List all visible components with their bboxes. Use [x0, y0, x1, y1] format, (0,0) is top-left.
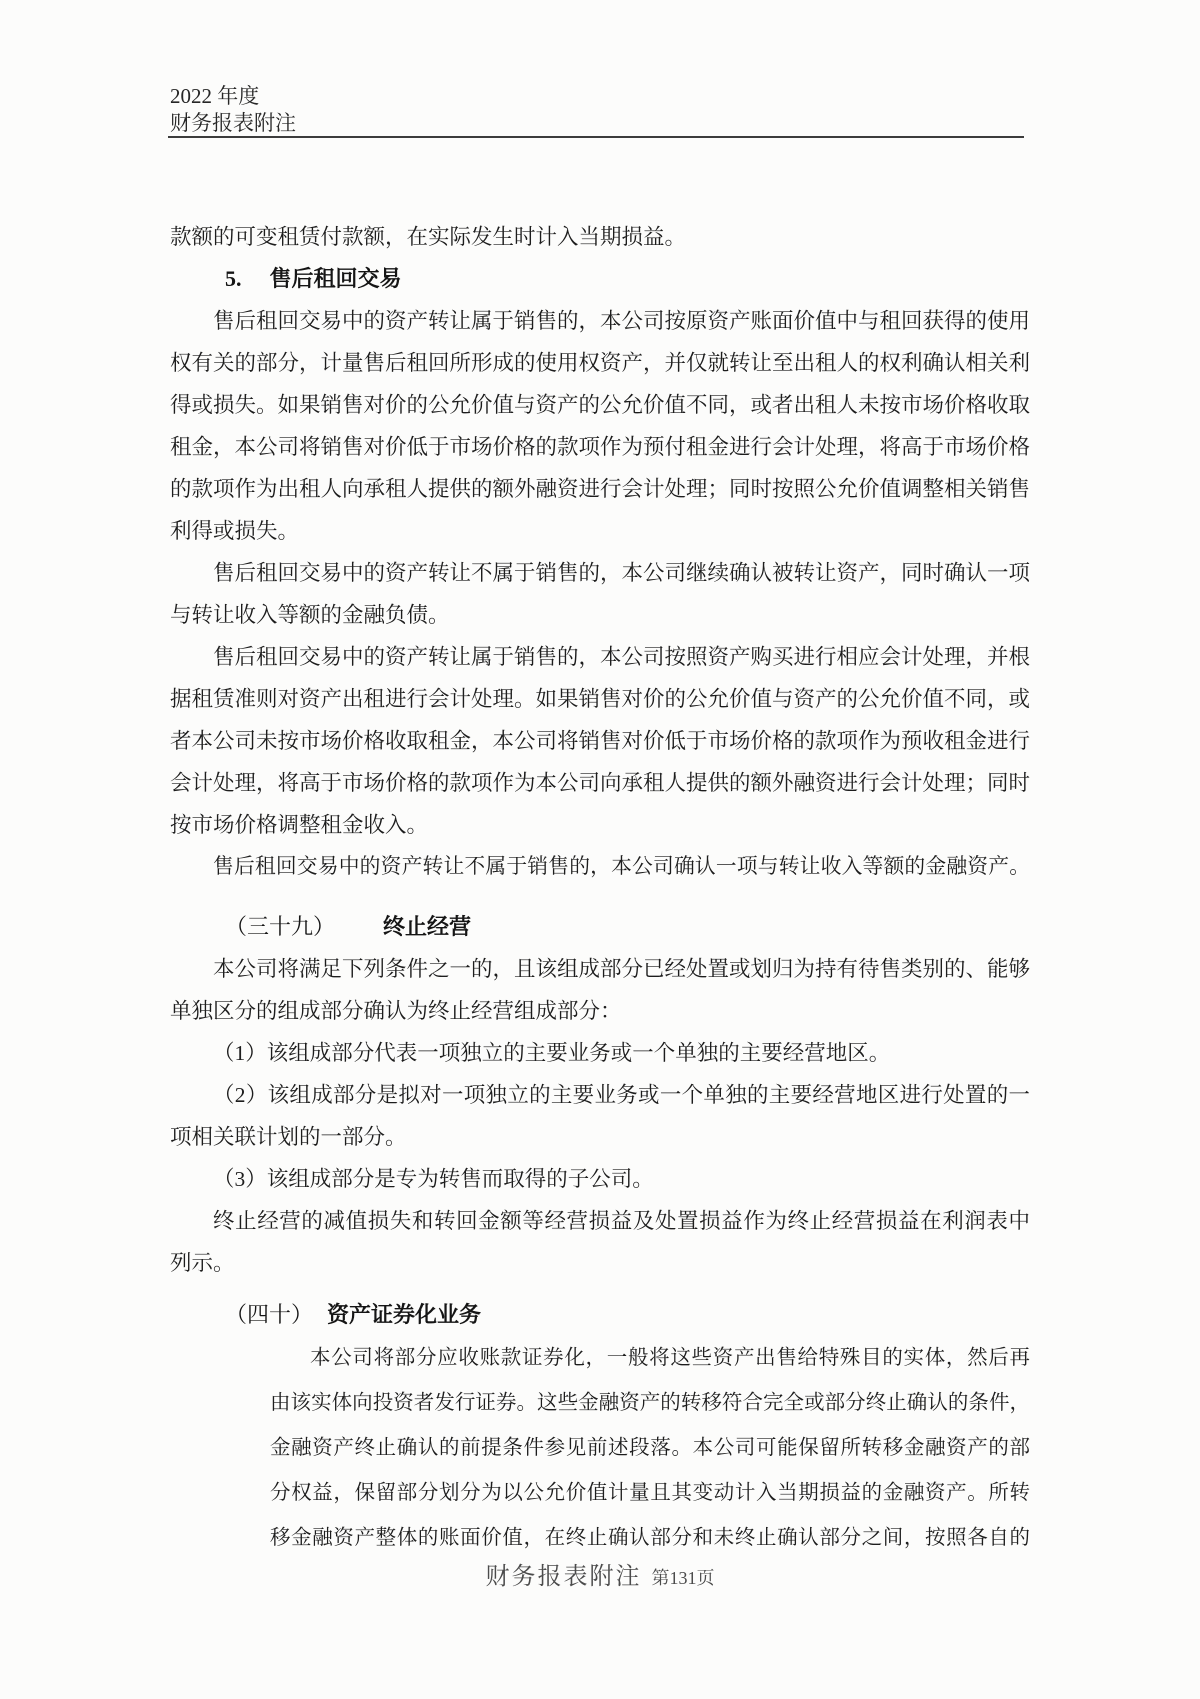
footer-page-number: 第131页	[651, 1568, 715, 1588]
text-line: 的款项作为出租人向承租人提供的额外融资进行会计处理；同时按照公允价值调整相关销售	[170, 477, 1031, 501]
text-line: 款额的可变租赁付款额，在实际发生时计入当期损益。	[170, 225, 687, 249]
text-line: 售后租回交易中的资产转让不属于销售的，本公司确认一项与转让收入等额的金融资产。	[213, 855, 1030, 878]
continuation-paragraph	[170, 216, 1030, 258]
text-line: （1）该组成部分代表一项独立的主要业务或一个单独的主要经营地区。	[213, 1041, 891, 1065]
text-line: （2）该组成部分是拟对一项独立的主要业务或一个单独的主要经营地区进行处置的一	[213, 1083, 1030, 1107]
paragraph-securitization	[270, 1336, 1030, 1561]
heading-title: 终止经营	[383, 914, 472, 939]
text-line: 列示。	[170, 1251, 235, 1275]
paragraph-sale-leaseback-2	[170, 552, 1030, 636]
footer-title: 财务报表附注	[485, 1564, 642, 1590]
text-line: 售后租回交易中的资产转让属于销售的，本公司按照资产购买进行相应会计处理，并根	[213, 645, 1031, 669]
heading-title: 售后租回交易	[269, 266, 402, 291]
paragraph-discontinued-2	[170, 1200, 1030, 1284]
paragraph-sale-leaseback-3	[170, 636, 1030, 846]
paragraph-discontinued-1	[170, 948, 1030, 1032]
heading-title: 资产证券化业务	[327, 1302, 482, 1327]
text-line: 按市场价格调整租金收入。	[170, 813, 429, 837]
text-line: （3）该组成部分是专为转售而取得的子公司。	[213, 1167, 654, 1191]
text-line: 利得或损失。	[170, 519, 300, 543]
text-line: 售后租回交易中的资产转让属于销售的，本公司按原资产账面价值中与租回获得的使用	[213, 309, 1031, 333]
heading-sale-leaseback	[170, 258, 1030, 300]
list-item-3	[170, 1158, 1030, 1200]
heading-number: （三十九）	[225, 914, 336, 939]
header-rule	[168, 136, 1024, 138]
text-line: 由该实体向投资者发行证券。这些金融资产的转移符合完全或部分终止确认的条件，	[270, 1392, 1030, 1414]
header-doc-title: 财务报表附注	[170, 111, 296, 135]
text-line: 本公司将满足下列条件之一的，且该组成部分已经处置或划归为持有待售类别的、能够	[213, 957, 1031, 981]
text-line: 租金，本公司将销售对价低于市场价格的款项作为预付租金进行会计处理，将高于市场价格	[170, 435, 1031, 459]
text-line: 据租赁准则对资产出租进行会计处理。如果销售对价的公允价值与资产的公允价值不同，或	[170, 687, 1031, 711]
heading-number: 5.	[225, 266, 242, 291]
text-line: 会计处理，将高于市场价格的款项作为本公司向承租人提供的额外融资进行会计处理；同时	[170, 771, 1031, 795]
document-body	[170, 216, 1030, 1561]
heading-asset-securitization	[170, 1294, 1030, 1336]
text-line: 项相关联计划的一部分。	[170, 1125, 407, 1149]
heading-number: （四十）	[225, 1302, 314, 1327]
text-line: 移金融资产整体的账面价值，在终止确认部分和未终止确认部分之间，按照各自的	[270, 1527, 1030, 1549]
text-line: 权有关的部分，计量售后租回所形成的使用权资产，并仅就转让至出租人的权利确认相关利	[170, 351, 1031, 375]
page-footer	[0, 1556, 1200, 1591]
text-line: 得或损失。如果销售对价的公允价值与资产的公允价值不同，或者出租人未按市场价格收取	[170, 393, 1031, 417]
header-year: 2022 年度	[170, 84, 260, 108]
text-line: 终止经营的减值损失和转回金额等经营损益及处置损益作为终止经营损益在利润表中	[213, 1209, 1030, 1233]
text-line: 与转让收入等额的金融负债。	[170, 603, 450, 627]
heading-discontinued-operations	[170, 906, 1030, 948]
text-line: 分权益，保留部分划分为以公允价值计量且其变动计入当期损益的金融资产。所转	[270, 1482, 1030, 1504]
list-item-1	[170, 1032, 1030, 1074]
text-line: 本公司将部分应收账款证券化，一般将这些资产出售给特殊目的实体，然后再	[310, 1347, 1030, 1369]
text-line: 者本公司未按市场价格收取租金，本公司将销售对价低于市场价格的款项作为预收租金进行	[170, 729, 1031, 753]
text-line: 单独区分的组成部分确认为终止经营组成部分：	[170, 999, 622, 1023]
text-line: 售后租回交易中的资产转让不属于销售的，本公司继续确认被转让资产，同时确认一项	[213, 561, 1031, 585]
text-line: 金融资产终止确认的前提条件参见前述段落。本公司可能保留所转移金融资产的部	[270, 1437, 1030, 1459]
paragraph-sale-leaseback-1	[170, 300, 1030, 552]
paragraph-sale-leaseback-4	[170, 846, 1030, 888]
list-item-2	[170, 1074, 1030, 1158]
page-header	[170, 83, 296, 137]
